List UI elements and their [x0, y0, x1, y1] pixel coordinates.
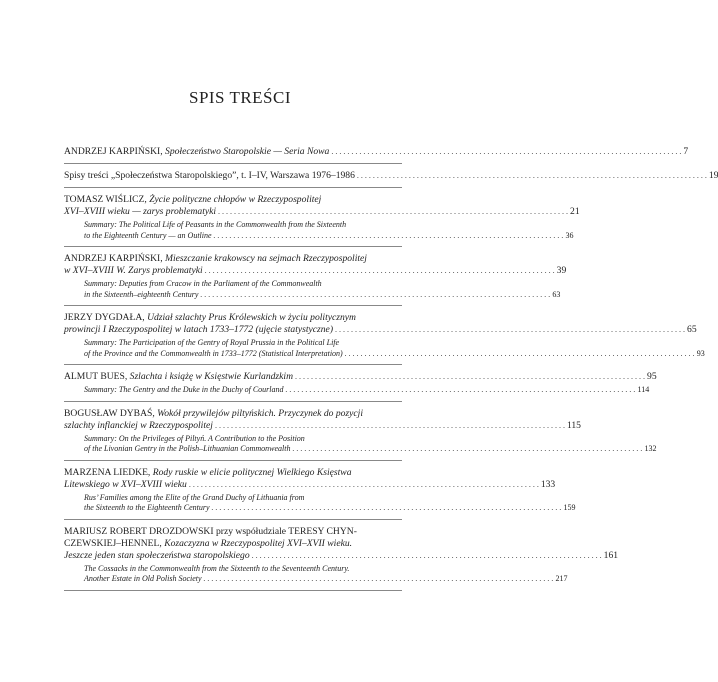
toc-entry-line: [64, 312, 402, 324]
page-number: 93: [696, 348, 705, 358]
entry-text: [64, 479, 187, 491]
dot-leader: [355, 170, 709, 182]
summary-text: Another Estate in Old Polish Society: [84, 574, 202, 583]
summary-text: Rus’ Families among the Elite of the Grand Duchy of Lithuania from: [84, 492, 305, 502]
entry-summary: [64, 279, 561, 300]
page-number: 114: [637, 385, 650, 394]
summary-line: [84, 289, 561, 301]
page-number: 19: [708, 170, 718, 181]
summary-line: [84, 348, 705, 360]
toc-entry: [64, 402, 657, 461]
toc-entry-line: [64, 170, 718, 182]
toc-entry-line: [64, 549, 619, 562]
entry-author: MARIUSZ ROBERT DROZDOWSKI przy współudziale TERESY CHYN-: [64, 525, 357, 537]
entry-title: Rody ruskie w elicie politycznej Wielkiego Księstwa: [152, 466, 352, 478]
entry-text: [64, 420, 213, 432]
entry-text: [64, 194, 321, 206]
page-number: 115: [566, 419, 581, 431]
entry-title: Szlachta i książę w Księstwie Kurlandzkim: [129, 371, 294, 382]
summary-text: to the Eighteenth Century — an Outline: [84, 230, 212, 240]
page-number: 7: [683, 146, 689, 157]
toc-entry: [64, 365, 657, 402]
summary-text: the Sixteenth to the Eighteenth Century: [84, 503, 210, 512]
entry-title: Litewskiego w XVI–XVIII wieku: [64, 478, 187, 490]
page-number: 132: [644, 444, 657, 453]
entry-title: Mieszczanie krakowscy na sejmach Rzeczypospolitej: [165, 253, 367, 264]
entry-title: prowincji I Rzeczypospolitej w latach 1733–1772 (ujęcie statystyczne): [64, 324, 334, 335]
dot-leader: [333, 324, 687, 336]
page-number: 159: [563, 503, 576, 512]
page-number: 39: [556, 265, 567, 276]
entry-text: [64, 265, 203, 277]
summary-text: Summary: Deputies from Cracow in the Parliament of the Commonwealth: [84, 279, 322, 288]
summary-text: Summary: The Political Life of Peasants in the Commonwealth from the Sixteenth: [84, 220, 347, 229]
page-number: 161: [603, 549, 619, 561]
toc-entry: [64, 247, 567, 306]
entry-text: [64, 206, 216, 218]
entry-text: [64, 253, 367, 265]
entry-text: [64, 312, 356, 324]
entry-text: [64, 538, 352, 550]
toc-entry-line: [64, 467, 402, 479]
entry-author: ANDRZEJ KARPIŃSKI,: [64, 146, 166, 157]
dot-leader: [293, 371, 647, 383]
summary-line: [84, 434, 402, 445]
toc-entry-line: [64, 408, 402, 420]
entry-title: XVI–XVIII wieku — zarys problematyki: [64, 206, 217, 217]
entry-title: szlachty inflanckiej w Rzeczypospolitej: [64, 419, 213, 431]
entry-title: Jeszcze jeden stan społeczeństwa staropolskiego: [64, 549, 250, 561]
summary-line: [84, 220, 402, 231]
toc-entry: [64, 520, 619, 591]
summary-text: Summary: The Gentry and the Duke in the Duchy of Courland: [84, 385, 284, 394]
summary-text: of the Livonian Gentry in the Polish–Lithuanian Commonwealth: [84, 444, 291, 453]
summary-line: [84, 574, 568, 585]
page-number: 63: [552, 289, 561, 299]
summary-line: [84, 338, 402, 349]
entry-title: Życie polityczne chłopów w Rzeczypospolitej: [149, 194, 322, 205]
entry-summary: [64, 385, 650, 396]
summary-text: of the Province and the Commonwealth in 1733–1772 (Statistical Interpretation): [84, 348, 343, 358]
toc-entry-line: [64, 206, 580, 218]
page-number: 21: [570, 206, 580, 217]
entry-text: [64, 550, 250, 562]
toc-entry-line: [64, 371, 657, 383]
entry-text: [64, 146, 329, 158]
entry-summary: [64, 220, 574, 241]
entry-title: Kozaczyzna w Rzeczypospolitej XVI–XVII wieku.: [164, 537, 353, 549]
toc-entry: [64, 146, 689, 164]
entry-author: JERZY DYGDAŁA,: [64, 312, 148, 323]
toc-entry-line: [64, 419, 581, 432]
page-number: 36: [565, 230, 574, 240]
dot-leader: [187, 479, 541, 491]
entry-author: ANDRZEJ KARPIŃSKI,: [64, 253, 166, 264]
dot-leader: [202, 574, 556, 585]
summary-line: [84, 444, 657, 455]
summary-text: in the Sixteenth–eighteenth Century: [84, 289, 199, 299]
toc-entry-line: [64, 265, 567, 277]
entry-text: [64, 324, 333, 336]
dot-leader: [213, 420, 567, 432]
toc-entry-line: [64, 194, 402, 206]
entry-title: w XVI–XVIII W. Zarys problematyki: [64, 265, 203, 276]
toc-entry-line: [64, 253, 402, 265]
dot-leader: [284, 385, 638, 396]
summary-line: [84, 564, 402, 575]
entry-text: [64, 170, 355, 182]
table-of-contents: [64, 146, 718, 591]
summary-line: [84, 279, 402, 290]
entry-title: Udział szlachty Prus Królewskich w życiu politycznym: [147, 312, 356, 323]
entry-author: ALMUT BUES,: [64, 371, 130, 382]
dot-leader: [250, 550, 604, 562]
entry-author: Spisy treści „Społeczeństwa Staropolskiego”, t. I–IV, Warszawa 1976–1986: [64, 170, 355, 181]
entry-summary: [64, 338, 705, 359]
summary-text: Summary: On the Privileges of Piltyń. A Contribution to the Position: [84, 433, 305, 443]
dot-leader: [210, 503, 564, 514]
page-number: 217: [555, 574, 568, 583]
entry-text: [64, 526, 357, 538]
dot-leader: [329, 146, 683, 158]
entry-summary: [64, 492, 576, 514]
toc-entry-line: [64, 324, 697, 336]
dot-leader: [216, 206, 570, 218]
dot-leader: [198, 290, 552, 301]
dot-leader: [203, 265, 557, 277]
entry-summary: [64, 433, 657, 455]
dot-leader: [212, 231, 566, 242]
entry-text: [64, 371, 293, 383]
toc-entry-line: [64, 146, 689, 158]
toc-entry: [64, 306, 705, 365]
summary-text: Summary: The Participation of the Gentry of Royal Prussia in the Political Life: [84, 338, 340, 347]
summary-line: [84, 230, 574, 242]
entry-title: Społeczeństwo Staropolskie — Seria Nowa: [165, 146, 330, 157]
toc-entry-line: [64, 478, 556, 491]
toc-entry-line: [64, 526, 402, 538]
entry-summary: [64, 563, 568, 585]
summary-text: The Cossacks in the Commonwealth from the Sixteenth to the Seventeenth Century.: [84, 563, 350, 573]
page-number: 65: [687, 324, 697, 335]
entry-text: [64, 467, 352, 479]
page-title: SPIS TREŚCI: [188, 88, 292, 107]
entry-title: Wokół przywilejów piltyńskich. Przyczynek do pozycji: [157, 407, 364, 419]
entry-text: [64, 408, 363, 420]
dot-leader: [290, 444, 644, 455]
entry-author: BOGUSŁAW DYBAŚ,: [64, 407, 158, 419]
summary-line: [84, 503, 576, 514]
entry-author: TOMASZ WIŚLICZ,: [64, 194, 150, 205]
page-number: 133: [540, 478, 556, 490]
toc-entry: [64, 188, 580, 247]
summary-line: [84, 493, 402, 504]
summary-line: [84, 385, 650, 396]
toc-entry: [64, 461, 576, 520]
toc-entry: [64, 164, 718, 188]
page-number: 95: [647, 371, 657, 382]
dot-leader: [343, 349, 697, 360]
entry-author: MARZENA LIEDKE,: [64, 466, 153, 478]
entry-author: CZEWSKIEJ–HENNEL,: [64, 537, 165, 549]
toc-entry-line: [64, 538, 402, 550]
